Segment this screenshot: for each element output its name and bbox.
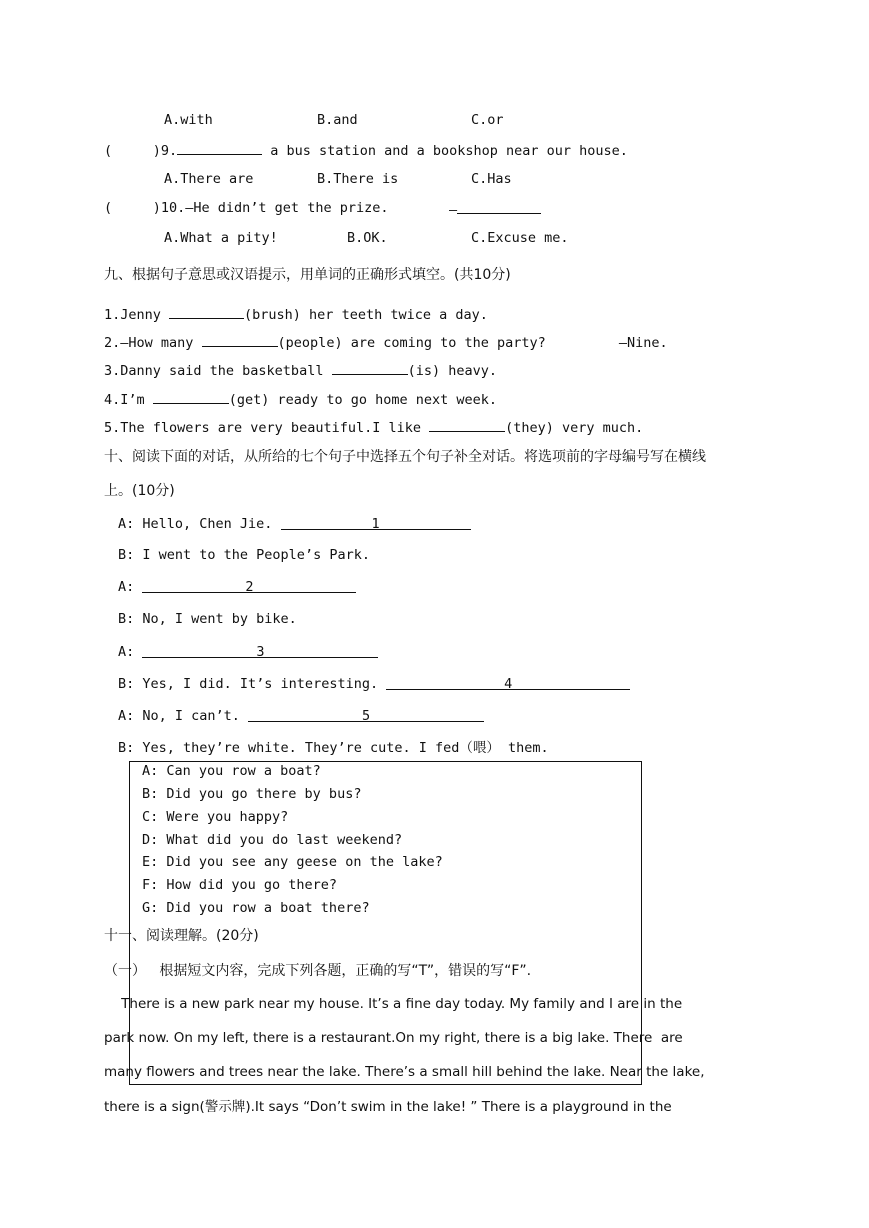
dialog-line-2: B: I went to the People’s Park. <box>118 547 370 563</box>
dialog-line-5 <box>118 643 378 661</box>
s9-item-1-pre: 1.Jenny <box>104 307 170 323</box>
dialog-blank-1[interactable] <box>281 515 471 530</box>
q10-option-b: B.OK. <box>347 230 388 246</box>
s9-item-2-pre: 2.—How many <box>104 335 202 351</box>
section-10-title-line2: 上。(10分) <box>104 483 175 499</box>
dialog-blank-4[interactable] <box>386 675 630 690</box>
dialog-line-7-text: A: No, I can’t. <box>118 708 249 724</box>
option-g: G: Did you row a boat there? <box>142 900 370 916</box>
dialog-line-6 <box>118 675 630 693</box>
passage-line-3: many flowers and trees near the lake. There’s a small hill behind the lake. Near the lake, <box>104 1064 705 1080</box>
s9-item-3 <box>104 360 497 380</box>
dialog-line-5-text: A: <box>118 644 143 660</box>
option-d: D: What did you do last weekend? <box>142 832 403 848</box>
dialog-line-1-text: A: Hello, Chen Jie. <box>118 516 281 532</box>
q9-option-a: A.There are <box>164 171 254 187</box>
q9-question <box>104 140 628 160</box>
s9-item-5-pre: 5.The flowers are very beautiful.I like <box>104 420 430 436</box>
s9-item-2-blank[interactable] <box>202 332 278 347</box>
dialog-line-6-text: B: Yes, I did. It’s interesting. <box>118 676 387 692</box>
q10-blank[interactable] <box>457 199 541 214</box>
q9-text: a bus station and a bookshop near our house. <box>262 143 628 159</box>
dialog-line-3 <box>118 578 356 596</box>
dialog-blank-4-number: 4 <box>504 676 513 692</box>
q9-option-c: C.Has <box>471 171 512 187</box>
dialog-line-4: B: No, I went by bike. <box>118 611 297 627</box>
section-10-title-line1: 十、阅读下面的对话，从所给的七个句子中选择五个句子补全对话。将选项前的字母编号写在横线 <box>104 449 706 465</box>
q10-dash: — <box>449 202 458 218</box>
q9-option-b: B.There is <box>317 171 399 187</box>
dialog-blank-1-number: 1 <box>371 516 380 532</box>
s9-item-5-post: (they) very much. <box>505 420 644 436</box>
s9-item-2 <box>104 332 668 352</box>
dialog-line-1 <box>118 515 471 533</box>
dialog-line-8: B: Yes, they’re white. They’re cute. I fed（喂） them. <box>118 740 549 756</box>
q10-question: ( )10.—He didn’t get the prize. <box>104 200 389 216</box>
s9-item-2-post: (people) are coming to the party? —Nine. <box>277 335 668 351</box>
q9-number: ( )9. <box>104 143 178 159</box>
option-a: A: Can you row a boat? <box>142 763 321 779</box>
s9-item-4 <box>104 389 497 409</box>
dialog-blank-2[interactable] <box>142 578 356 593</box>
s9-item-1-post: (brush) her teeth twice a day. <box>244 307 488 323</box>
q8-option-a: A.with <box>164 112 213 128</box>
passage-line-1: There is a new park near my house. It’s a fine day today. My family and I are in the <box>104 996 683 1012</box>
section-9-title: 九、根据句子意思或汉语提示，用单词的正确形式填空。(共10分) <box>104 267 511 283</box>
dialog-blank-5[interactable] <box>248 707 484 722</box>
s9-item-4-post: (get) ready to go home next week. <box>228 392 497 408</box>
option-b: B: Did you go there by bus? <box>142 786 362 802</box>
s9-item-3-pre: 3.Danny said the basketball <box>104 363 332 379</box>
s9-item-1-blank[interactable] <box>169 304 244 319</box>
dialog-blank-3-number: 3 <box>256 644 265 660</box>
s9-item-5 <box>104 417 643 437</box>
s9-item-4-blank[interactable] <box>153 389 229 404</box>
dialog-blank-5-number: 5 <box>361 708 371 724</box>
s9-item-4-pre: 4.I’m <box>104 392 153 408</box>
s9-item-5-blank[interactable] <box>429 417 505 432</box>
dialog-blank-3[interactable] <box>142 643 378 658</box>
option-e: E: Did you see any geese on the lake? <box>142 854 443 870</box>
option-c: C: Were you happy? <box>142 809 289 825</box>
dialog-line-7 <box>118 707 484 725</box>
q10-option-a: A.What a pity! <box>164 230 278 246</box>
q10-answer <box>449 199 541 219</box>
q10-option-c: C.Excuse me. <box>471 230 569 246</box>
passage-line-4: there is a sign(警示牌).It says “Don’t swim in the lake! ” There is a playground in the <box>104 1099 672 1115</box>
q8-option-c: C.or <box>471 112 504 128</box>
q9-blank[interactable] <box>177 140 262 155</box>
s9-item-3-post: (is) heavy. <box>407 363 497 379</box>
dialog-line-3-text: A: <box>118 579 143 595</box>
passage-line-2: park now. On my left, there is a restaurant.On my right, there is a big lake. There are <box>104 1030 683 1046</box>
s9-item-1 <box>104 304 488 324</box>
q8-option-b: B.and <box>317 112 358 128</box>
option-f: F: How did you go there? <box>142 877 338 893</box>
s9-item-3-blank[interactable] <box>332 360 408 375</box>
dialog-blank-2-number: 2 <box>245 579 254 595</box>
section-11-title: 十一、阅读理解。(20分) <box>104 928 259 944</box>
section-11-subtitle: （一） 根据短文内容，完成下列各题，正确的写“T”，错误的写“F”. <box>104 963 532 979</box>
